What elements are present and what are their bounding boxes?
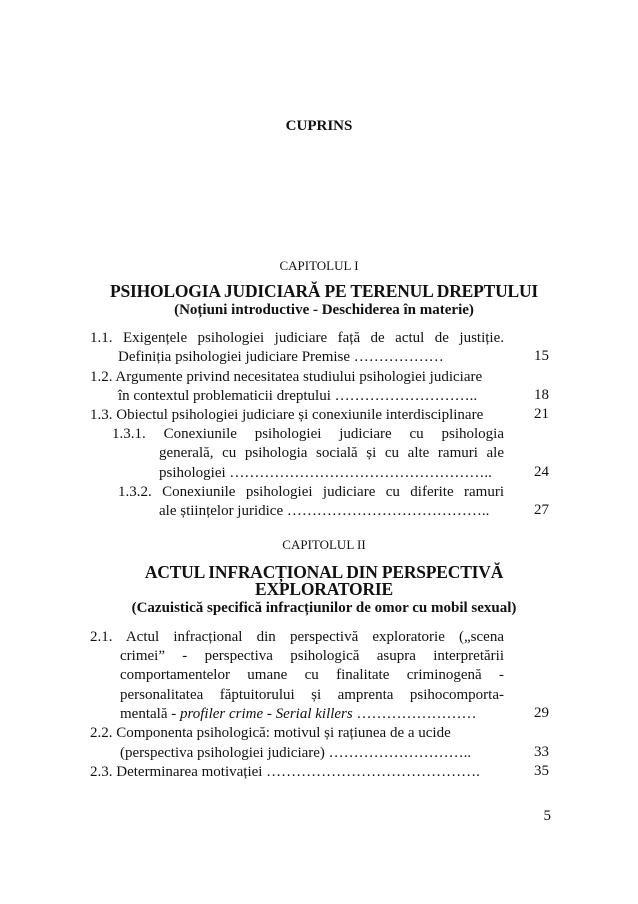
chapter-1-label: CAPITOLUL I [279, 258, 359, 273]
toc-page-number: 21 [534, 406, 549, 422]
toc-line: psihologiei …………………………………………….. [159, 465, 492, 481]
toc-page-number: 35 [534, 763, 549, 779]
toc-page-number: 24 [534, 464, 549, 480]
chapter-1-subheading: (Noțiuni introductive - Deschiderea în materie) [174, 302, 474, 318]
toc-line: 1.3.1. Conexiunile psihologiei judiciare cu psihologia [112, 426, 504, 442]
page-title: CUPRINS [285, 118, 353, 134]
toc-line: 1.2. Argumente privind necesitatea studiului psihologiei judiciare [90, 369, 483, 385]
toc-line: comportamentelor umane cu finalitate criminogenă - [120, 667, 504, 683]
toc-line: crimei” - perspectiva psihologică asupra interpretării [120, 648, 504, 664]
toc-line-text: mentală - [120, 706, 177, 722]
toc-line: 1.3. Obiectul psihologiei judiciare și conexiunile interdisciplinare [90, 407, 484, 423]
page-number: 5 [543, 808, 551, 824]
toc-line: 2.2. Componenta psihologică: motivul și rațiunea de a ucide [90, 725, 451, 741]
toc-line: personalitatea făptuitorului și amprenta psihocomporta- [120, 687, 504, 703]
chapter-2-label: CAPITOLUL II [282, 537, 366, 552]
toc-page-number: 27 [534, 502, 549, 518]
toc-line: (perspectiva psihologiei judiciare) ……………………….. [120, 745, 472, 761]
toc-line: generală, cu psihologia socială și cu alte ramuri ale [159, 445, 504, 461]
toc-line: în contextul problematicii dreptului ……………………….. [118, 388, 478, 404]
toc-line: 2.1. Actul infracțional din perspectivă exploratorie („scena [90, 629, 504, 645]
toc-page-number: 29 [534, 705, 549, 721]
chapter-2-heading: EXPLORATORIE [255, 579, 393, 599]
toc-line: 1.1. Exigențele psihologiei judiciare față de actul de justiție. [90, 330, 504, 346]
toc-page-number: 15 [534, 348, 549, 364]
toc-line [120, 705, 476, 723]
toc-page-number: 18 [534, 387, 549, 403]
toc-line: 1.3.2. Conexiunile psihologiei judiciare cu diferite ramuri [118, 484, 504, 500]
toc-line-italic: profiler crime - Serial killers [179, 706, 353, 722]
toc-page-number: 33 [534, 744, 549, 760]
chapter-2-heading: ACTUL INFRACȚIONAL DIN PERSPECTIVĂ [144, 562, 504, 582]
toc-leader: …………………… [356, 706, 477, 722]
toc-line: ale științelor juridice ………………………………….. [159, 503, 490, 519]
chapter-2-subheading: (Cazuistică specifică infracțiunilor de omor cu mobil sexual) [131, 600, 517, 616]
toc-line: 2.3. Determinarea motivației ……………………………………. [90, 764, 480, 780]
toc-line: Definiția psihologiei judiciare Premise ……………… [118, 349, 444, 365]
chapter-1-heading: PSIHOLOGIA JUDICIARĂ PE TERENUL DREPTULUI [109, 281, 539, 301]
